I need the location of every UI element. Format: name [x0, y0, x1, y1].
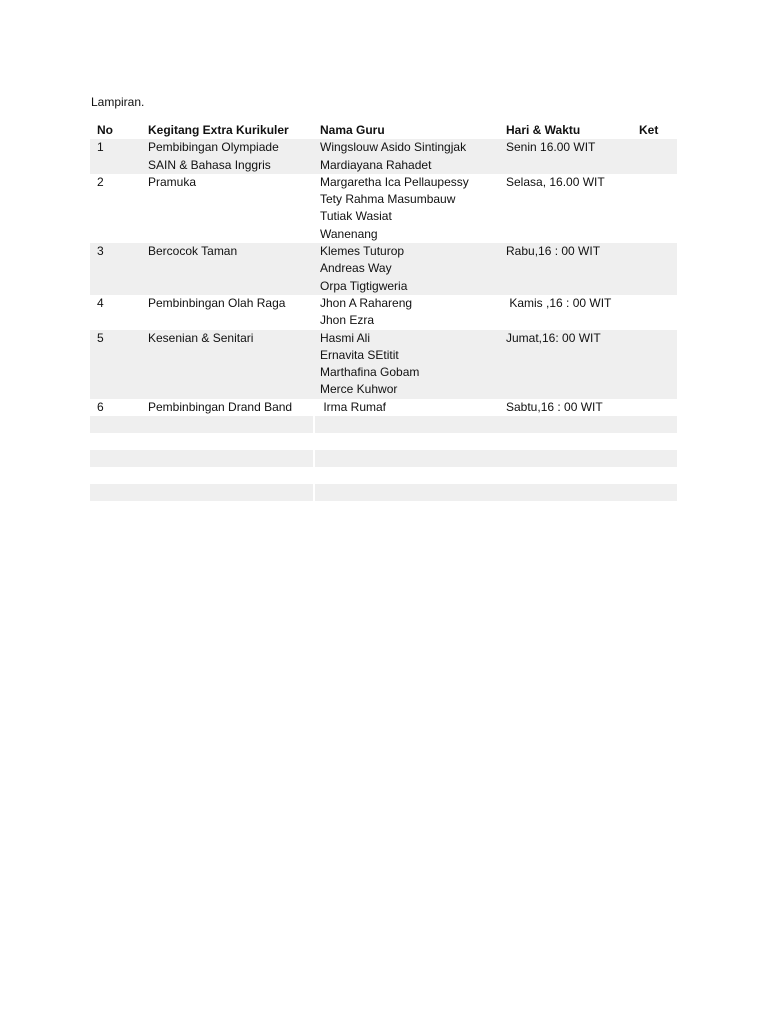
empty-cell — [90, 484, 313, 501]
table-row — [90, 330, 677, 399]
guru-name: Margaretha Ica Pellaupessy — [320, 174, 469, 189]
empty-table-row — [90, 484, 677, 501]
kegiatan-line: Pramuka — [148, 174, 197, 189]
table-row — [90, 174, 677, 243]
row-ket — [632, 399, 677, 416]
extracurricular-table — [90, 122, 677, 501]
kegiatan-line: Pembibingan Olympiade — [148, 140, 279, 155]
kegiatan-line: Pembinbingan Drand Band — [148, 399, 293, 414]
empty-cell — [315, 450, 677, 467]
row-ket — [632, 174, 677, 243]
empty-cell — [90, 416, 313, 433]
row-no: 4 — [97, 295, 104, 310]
kegiatan-line: Kesenian & Senitari — [148, 330, 254, 345]
row-nama-guru — [313, 399, 499, 416]
guru-name: Tutiak Wasiat — [320, 209, 392, 224]
table-header-row — [90, 122, 677, 139]
header-hari-waktu: Hari & Waktu — [506, 123, 581, 137]
guru-name: Orpa Tigtigweria — [320, 278, 408, 293]
empty-table-row — [90, 467, 677, 484]
guru-name: Irma Rumaf — [320, 399, 387, 414]
header-nama-guru: Nama Guru — [320, 123, 385, 137]
empty-table-row — [90, 433, 677, 450]
table-row — [90, 399, 677, 416]
guru-name: Wanenang — [320, 226, 378, 241]
empty-cell — [90, 450, 313, 467]
row-nama-guru — [313, 174, 499, 243]
header-kegiatan: Kegitang Extra Kurikuler — [148, 123, 289, 137]
kegiatan-line: Bercocok Taman — [148, 244, 238, 259]
empty-table-row — [90, 450, 677, 467]
header-no: No — [97, 123, 113, 137]
empty-cell — [315, 484, 677, 501]
row-no: 2 — [97, 174, 104, 189]
row-kegiatan — [141, 399, 313, 416]
empty-cell — [315, 416, 677, 433]
row-nama-guru — [313, 330, 499, 399]
guru-name: Hasmi Ali — [320, 330, 371, 345]
table-row — [90, 139, 677, 174]
guru-name: Jhon A Rahareng — [320, 295, 413, 310]
guru-name: Jhon Ezra — [320, 313, 375, 328]
row-no: 5 — [97, 330, 104, 345]
row-kegiatan — [141, 139, 313, 174]
row-hari-waktu: Selasa, 16.00 WIT — [506, 174, 605, 189]
row-hari-waktu: Kamis ,16 : 00 WIT — [506, 295, 612, 310]
guru-name: Andreas Way — [320, 261, 392, 276]
row-hari-waktu: Jumat,16: 00 WIT — [506, 330, 601, 345]
row-kegiatan — [141, 174, 313, 243]
row-ket — [632, 139, 677, 174]
guru-name: Ernavita SEtitit — [320, 347, 399, 362]
row-kegiatan — [141, 295, 313, 330]
row-hari-waktu: Sabtu,16 : 00 WIT — [506, 399, 603, 414]
row-hari-waktu: Rabu,16 : 00 WIT — [506, 244, 601, 259]
table-row — [90, 295, 677, 330]
kegiatan-line: SAIN & Bahasa Inggris — [148, 157, 271, 172]
guru-name: Wingslouw Asido Sintingjak — [320, 140, 467, 155]
guru-name: Mardiayana Rahadet — [320, 157, 432, 172]
guru-name: Tety Rahma Masumbauw — [320, 192, 456, 207]
guru-name: Marthafina Gobam — [320, 365, 420, 380]
page-heading: Lampiran. — [91, 95, 145, 109]
row-hari-waktu: Senin 16.00 WIT — [506, 140, 596, 155]
row-ket — [632, 295, 677, 330]
kegiatan-line: Pembinbingan Olah Raga — [148, 295, 286, 310]
empty-table-row — [90, 416, 677, 433]
row-no: 1 — [97, 140, 104, 155]
row-nama-guru — [313, 295, 499, 330]
table-row — [90, 243, 677, 295]
row-ket — [632, 243, 677, 295]
guru-name: Klemes Tuturop — [320, 244, 405, 259]
header-ket: Ket — [639, 123, 659, 137]
row-nama-guru — [313, 243, 499, 295]
row-no: 3 — [97, 244, 104, 259]
row-no: 6 — [97, 399, 104, 414]
row-ket — [632, 330, 677, 399]
row-kegiatan — [141, 330, 313, 399]
row-kegiatan — [141, 243, 313, 295]
guru-name: Merce Kuhwor — [320, 382, 398, 397]
row-nama-guru — [313, 139, 499, 174]
